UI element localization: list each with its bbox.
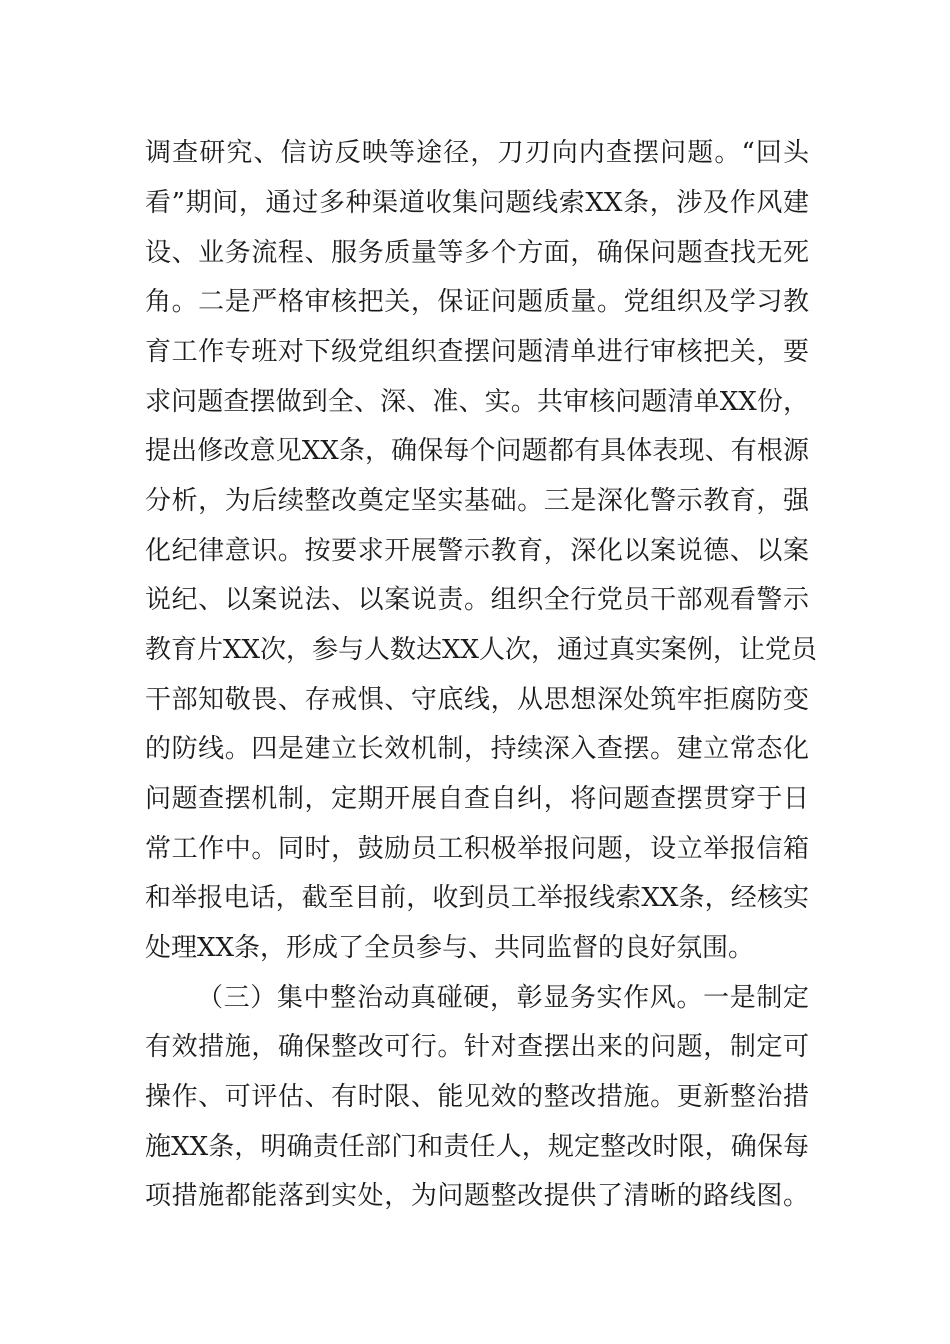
text-line: 角。二是严格审核把关，保证问题质量。党组织及学习教 [145,287,809,317]
text-line: 的防线。四是建立长效机制，持续深入查摆。建立常态化 [145,734,809,764]
text-line: 设、业务流程、服务质量等多个方面，确保问题查找无死 [145,238,809,268]
text-line: 提出修改意见XX条，确保每个问题都有具体表现、有根源 [145,436,809,466]
text-line: 调查研究、信访反映等途径，刀刃向内查摆问题。“回头 [145,138,809,168]
text-line: 施XX条，明确责任部门和责任人，规定整改时限，确保每 [145,1132,809,1162]
text-line: 分析，为后续整改奠定坚实基础。三是深化警示教育，强 [145,486,809,516]
text-line: 和举报电话，截至目前，收到员工举报线索XX条，经核实 [145,883,809,913]
text-line: 项措施都能落到实处，为问题整改提供了清晰的路线图。 [145,1181,809,1211]
text-line: 干部知敬畏、存戒惧、守底线，从思想深处筑牢拒腐防变 [145,685,809,715]
text-line: 操作、可评估、有时限、能见效的整改措施。更新整治措 [145,1082,809,1112]
text-line: 看”期间，通过多种渠道收集问题线索XX条，涉及作风建 [145,188,809,218]
text-line: 求问题查摆做到全、深、准、实。共审核问题清单XX份， [145,387,809,417]
text-line: 说纪、以案说法、以案说责。组织全行党员干部观看警示 [145,585,809,615]
text-line: 处理XX条，形成了全员参与、共同监督的良好氛围。 [145,933,755,963]
paragraph-heading-line: （三）集中整治动真碰硬，彰显务实作风。一是制定 [197,983,809,1013]
text-line: 常工作中。同时，鼓励员工积极举报问题，设立举报信箱 [145,834,809,864]
text-line: 问题查摆机制，定期开展自查自纠，将问题查摆贯穿于日 [145,784,809,814]
text-line: 育工作专班对下级党组织查摆问题清单进行审核把关，要 [145,337,809,367]
text-line: 教育片XX次，参与人数达XX人次，通过真实案例，让党员 [145,635,818,665]
text-line: 化纪律意识。按要求开展警示教育，深化以案说德、以案 [145,536,809,566]
text-line: 有效措施，确保整改可行。针对查摆出来的问题，制定可 [145,1032,809,1062]
